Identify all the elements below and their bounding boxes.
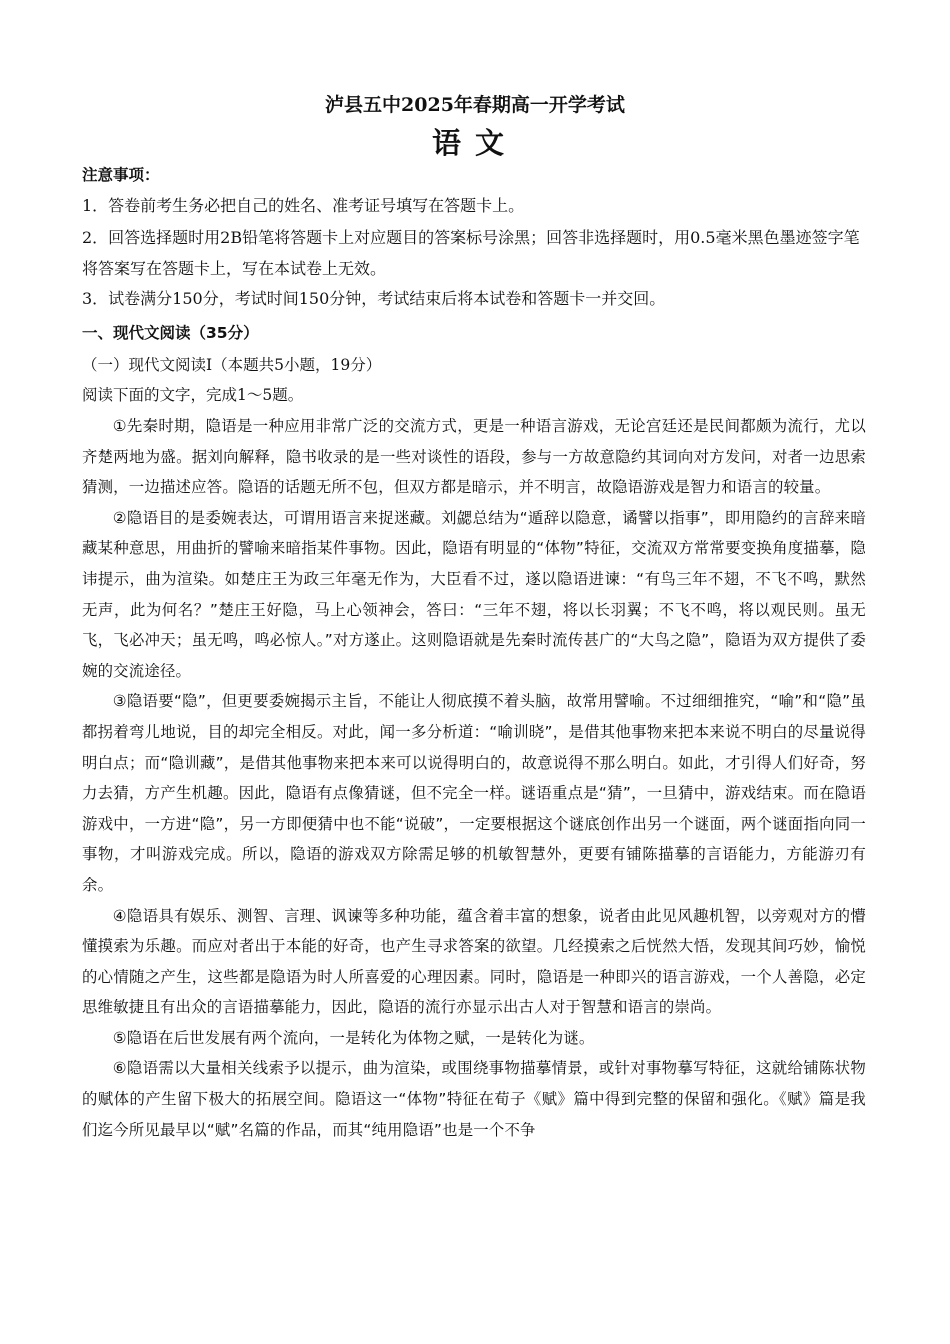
passage-paragraph-5: ⑤隐语在后世发展有两个流向，一是转化为体物之赋，一是转化为谜。 (112, 1028, 595, 1047)
notes-heading: 注意事项： (82, 166, 160, 184)
passage-paragraph-4: ④隐语具有娱乐、测智、言理、讽谏等多种功能，蕴含着丰富的想象，说者由此见风趣机智，以旁观对方的懵懂摸索为乐趣。而应对者出于本能的好奇，也产生寻求答案的欲望。几经摸索之后恍然大悟，发现其间巧妙，愉悦的心情随之产生，这些都是隐语为时人所喜爱的心理因素。同时，隐语是一种即兴的语言游戏，一个人善隐，必定思维敏捷且有出众的言语描摹能力，因此，隐语的流行亦显示出古人对于智慧和语言的崇尚。 (82, 906, 866, 1017)
reading-instruction: 阅读下面的文字，完成1～5题。 (82, 386, 304, 404)
note-item-3: 3．试卷满分150分，考试时间150分钟，考试结束后将本试卷和答题卡一并交回。 (82, 289, 666, 308)
sub-heading: （一）现代文阅读Ⅰ（本题共5小题，19分） (82, 356, 382, 374)
passage-paragraph-6: ⑥隐语需以大量相关线索予以提示，曲为渲染，或围绕事物描摹情景，或针对事物摹写特征，这就给铺陈状物的赋体的产生留下极大的拓展空间。隐语这一“体物”特征在荀子《赋》篇中得到完整的保留和强化。《赋》篇是我们迄今所见最早以“赋”名篇的作品，而其“纯用隐语”也是一个不争 (82, 1059, 866, 1139)
exam-title: 泸县五中2025年春期高一开学考试 (325, 94, 625, 116)
note-item-1: 1．答卷前考生务必把自己的姓名、准考证号填写在答题卡上。 (82, 196, 525, 215)
note-item-2: 2．回答选择题时用2B铅笔将答题卡上对应题目的答案标号涂黑；回答非选择题时，用0.5毫米黑色墨迹签字笔将答案写在答题卡上，写在本试卷上无效。 (82, 228, 860, 278)
passage-paragraph-1: ①先秦时期，隐语是一种应用非常广泛的交流方式，更是一种语言游戏，无论宫廷还是民间都颇为流行，尤以齐楚两地为盛。据刘向解释，隐书收录的是一些对谈性的语段，参与一方故意隐约其词向对方发问，对者一边思索猜测，一边描述应答。隐语的话题无所不包，但双方都是暗示，并不明言，故隐语游戏是智力和语言的较量。 (82, 417, 866, 497)
passage-paragraph-3: ③隐语要“隐”，但更要委婉揭示主旨，不能让人彻底摸不着头脑，故常用譬喻。不过细细推究，“喻”和“隐”虽都拐着弯儿地说，目的却完全相反。对此，闻一多分析道：“喻训晓”，是借其他事物来把本来说不明白的尽量说得明白点；而“隐训藏”，是借其他事物来把本来可以说得明白的，故意说得不那么明白。如此，才引得人们好奇，努力去猜，方产生机趣。因此，隐语有点像猜谜，但不完全一样。谜语重点是“猜”，一旦猜中，游戏结束。而在隐语游戏中，一方进“隐”，另一方即便猜中也不能“说破”，一定要根据这个谜底创作出另一个谜面，两个谜面指向同一事物，才叫游戏完成。所以，隐语的游戏双方除需足够的机敏智慧外，更要有铺陈描摹的言语能力，方能游刃有余。 (82, 692, 866, 894)
passage-paragraph-2: ②隐语目的是委婉表达，可谓用语言来捉迷藏。刘勰总结为“遁辞以隐意，谲譬以指事”，即用隐约的言辞来暗藏某种意思，用曲折的譬喻来暗指某件事物。因此，隐语有明显的“体物”特征，交流双方常常要变换角度描摹，隐讳提示，曲为渲染。如楚庄王为政三年毫无作为，大臣看不过，遂以隐语进谏：“有鸟三年不翅，不飞不鸣，默然无声，此为何名？”楚庄王好隐，马上心领神会，答曰：“三年不翅，将以长羽翼；不飞不鸣，将以观民则。虽无飞，飞必冲天；虽无鸣，鸣必惊人。”对方遂止。这则隐语就是先秦时流传甚广的“大鸟之隐”，隐语为双方提供了委婉的交流途径。 (82, 508, 866, 680)
subject-title: 语文 (431, 126, 518, 160)
section-heading: 一、现代文阅读（35分） (82, 324, 259, 342)
reading-passage (82, 411, 866, 1145)
